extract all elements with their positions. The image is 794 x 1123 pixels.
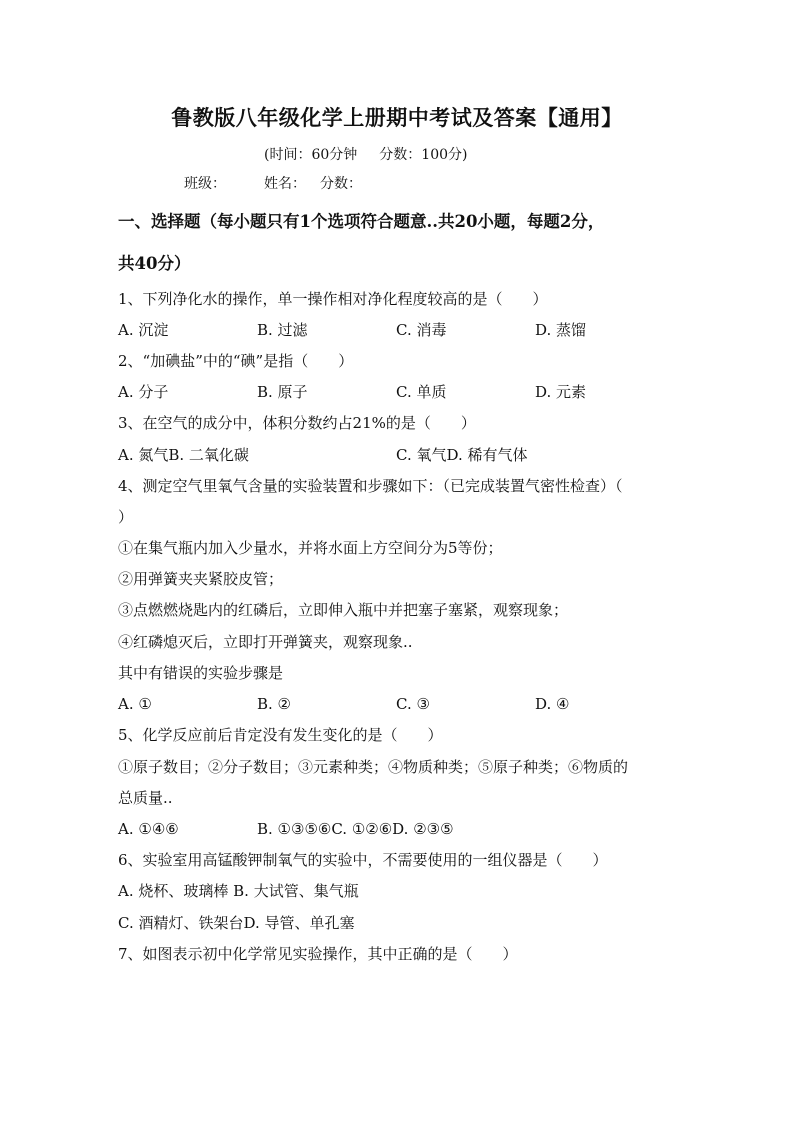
student-info (184, 174, 362, 194)
name-label: 姓名： (264, 176, 306, 192)
q4-step-3: ③点燃燃烧匙内的红磷后，立即伸入瓶中并把塞子塞紧，观察现象； (118, 601, 569, 619)
question-4-cont: ） (118, 508, 134, 526)
q4-step-1: ①在集气瓶内加入少量水，并将水面上方空间分为5等份； (118, 539, 503, 557)
q5-option-a: A. ①④⑥ (118, 820, 179, 838)
q4-option-b: B. ② (257, 695, 292, 713)
q1-option-d: D. 蒸馏 (535, 321, 587, 339)
q6-option-cd: C. 酒精灯、铁架台D. 导管、单孔塞 (118, 914, 355, 932)
q2-option-c: C. 单质 (396, 383, 447, 401)
q4-option-a: A. ① (118, 695, 152, 713)
q4-option-d: D. ④ (535, 695, 570, 713)
q2-option-b: B. 原子 (257, 383, 308, 401)
points-label: 分数： (320, 176, 362, 192)
q2-option-d: D. 元素 (535, 383, 587, 401)
q1-option-a: A. 沉淀 (118, 321, 169, 339)
q4-step-2: ②用弹簧夹夹紧胶皮管； (118, 570, 284, 588)
q5-items-line1: ①原子数目；②分子数目；③元素种类；④物质种类；⑤原子种类；⑥物质的 (118, 758, 629, 776)
question-5: 5、化学反应前后肯定没有发生变化的是（ ） (118, 726, 443, 744)
section-heading-line1: 一、选择题（每小题只有1个选项符合题意..共20小题，每题2分， (118, 212, 605, 231)
question-7: 7、如图表示初中化学常见实验操作，其中正确的是（ ） (118, 945, 518, 963)
q1-option-c: C. 消毒 (396, 321, 447, 339)
q2-option-a: A. 分子 (118, 383, 169, 401)
exam-time: (时间：60分钟 (264, 147, 358, 163)
class-label: 班级： (184, 176, 226, 192)
q1-option-b: B. 过滤 (257, 321, 308, 339)
q5-option-bcd: B. ①③⑤⑥C. ①②⑥D. ②③⑤ (257, 820, 454, 838)
q4-ask: 其中有错误的实验步骤是 (118, 664, 284, 682)
question-3: 3、在空气的成分中，体积分数约占21%的是（ ） (118, 414, 476, 432)
section-heading-line2: 共40分） (118, 254, 191, 273)
q4-option-c: C. ③ (396, 695, 430, 713)
question-1: 1、下列净化水的操作，单一操作相对净化程度较高的是（ ） (118, 290, 548, 308)
page-title: 鲁教版八年级化学上册期中考试及答案【通用】 (171, 105, 623, 130)
question-2: 2、“加碘盐”中的“碘”是指（ ） (118, 352, 354, 370)
q3-option-ab: A. 氮气B. 二氧化碳 (118, 446, 249, 464)
exam-meta (264, 145, 467, 165)
question-6: 6、实验室用高锰酸钾制氧气的实验中，不需要使用的一组仪器是（ ） (118, 851, 608, 869)
q5-items-line2: 总质量.. (118, 789, 173, 807)
q4-step-4: ④红磷熄灭后，立即打开弹簧夹，观察现象.. (118, 633, 413, 651)
exam-score: 分数：100分) (379, 147, 468, 163)
q6-option-ab: A. 烧杯、玻璃棒 B. 大试管、集气瓶 (118, 882, 359, 900)
question-4: 4、测定空气里氧气含量的实验装置和步骤如下：（已完成装置气密性检查）（ (118, 477, 623, 495)
q3-option-cd: C. 氧气D. 稀有气体 (396, 446, 528, 464)
